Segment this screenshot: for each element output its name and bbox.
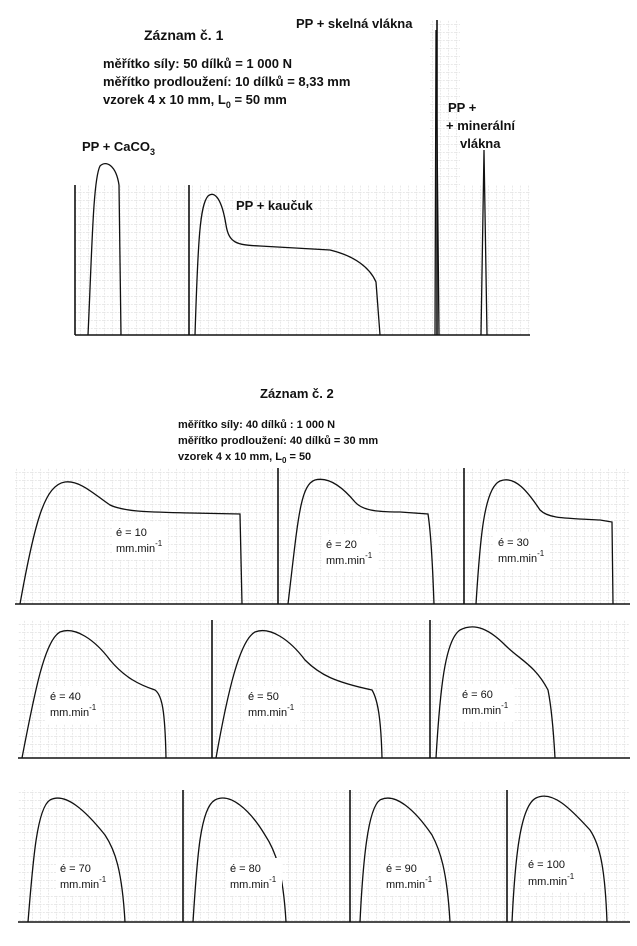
record2-line1: měřítko síly: 40 dílků : 1 000 N <box>178 419 336 431</box>
label-mineral-1: PP + <box>448 100 477 115</box>
label-sklo: PP + skelná vlákna <box>296 16 413 31</box>
label-mineral-3: vlákna <box>460 136 501 151</box>
label-caco3: PP + CaCO$_3$ <box>82 139 156 157</box>
record1-title: Záznam č. 1 <box>144 27 224 43</box>
svg-text:é = 40: é = 40 <box>50 691 81 703</box>
rate-label-70 <box>56 858 112 896</box>
svg-text:mm.min-1: $mm.\min^{-1}$ <box>462 701 509 717</box>
svg-text:é = 90: é = 90 <box>386 863 417 875</box>
svg-text:mm.min-1: $mm.\min^{-1}$ <box>116 539 163 555</box>
rate-label-40 <box>46 686 102 724</box>
svg-text:é = 70: é = 70 <box>60 863 91 875</box>
label-kaucuk: PP + kaučuk <box>236 198 313 213</box>
rate-label-10 <box>112 522 168 560</box>
svg-text:mm.min-1: $mm.\min^{-1}$ <box>498 549 545 565</box>
rate-label-30 <box>494 532 550 570</box>
rate-label-80 <box>226 858 282 896</box>
svg-text:mm.min-1: $mm.\min^{-1}$ <box>248 703 295 719</box>
svg-text:é = 30: é = 30 <box>498 537 529 549</box>
record2-title: Záznam č. 2 <box>260 386 334 401</box>
record2-line3: vzorek 4 x 10 mm, $L_0 = 50$ <box>178 451 312 465</box>
rate-label-90 <box>382 858 438 896</box>
label-mineral-2: + minerální <box>446 118 515 133</box>
record1-line1: měřítko síly: 50 dílků = 1 000 N <box>103 56 292 71</box>
svg-text:mm.min-1: $mm.\min^{-1}$ <box>386 875 433 891</box>
record2-line2: měřítko prodloužení: 40 dílků = 30 mm <box>178 435 379 447</box>
row2-grid <box>18 620 630 758</box>
record1-line3: vzorek 4 x 10 mm, $L_0 = 50$ mm <box>103 92 287 110</box>
svg-text:mm.min-1: $mm.\min^{-1}$ <box>230 875 277 891</box>
svg-text:mm.min-1: $mm.\min^{-1}$ <box>60 875 107 891</box>
svg-text:é = 80: é = 80 <box>230 863 261 875</box>
svg-text:é = 10: é = 10 <box>116 527 147 539</box>
rate-label-60 <box>458 684 514 722</box>
svg-text:é = 50: é = 50 <box>248 691 279 703</box>
svg-text:é = 20: é = 20 <box>326 539 357 551</box>
svg-text:mm.min-1: $mm.\min^{-1}$ <box>528 872 575 888</box>
svg-text:é = 100: é = 100 <box>528 859 566 871</box>
rate-label-20 <box>322 534 378 572</box>
rate-label-50 <box>244 686 300 724</box>
svg-text:mm.min-1: $mm.\min^{-1}$ <box>326 551 373 567</box>
svg-text:mm.min-1: $mm.\min^{-1}$ <box>50 703 97 719</box>
rate-label-100 <box>524 852 590 892</box>
svg-text:é = 60: é = 60 <box>462 689 493 701</box>
record1-line2: měřítko prodloužení: 10 dílků = 8,33 mm <box>103 74 351 89</box>
